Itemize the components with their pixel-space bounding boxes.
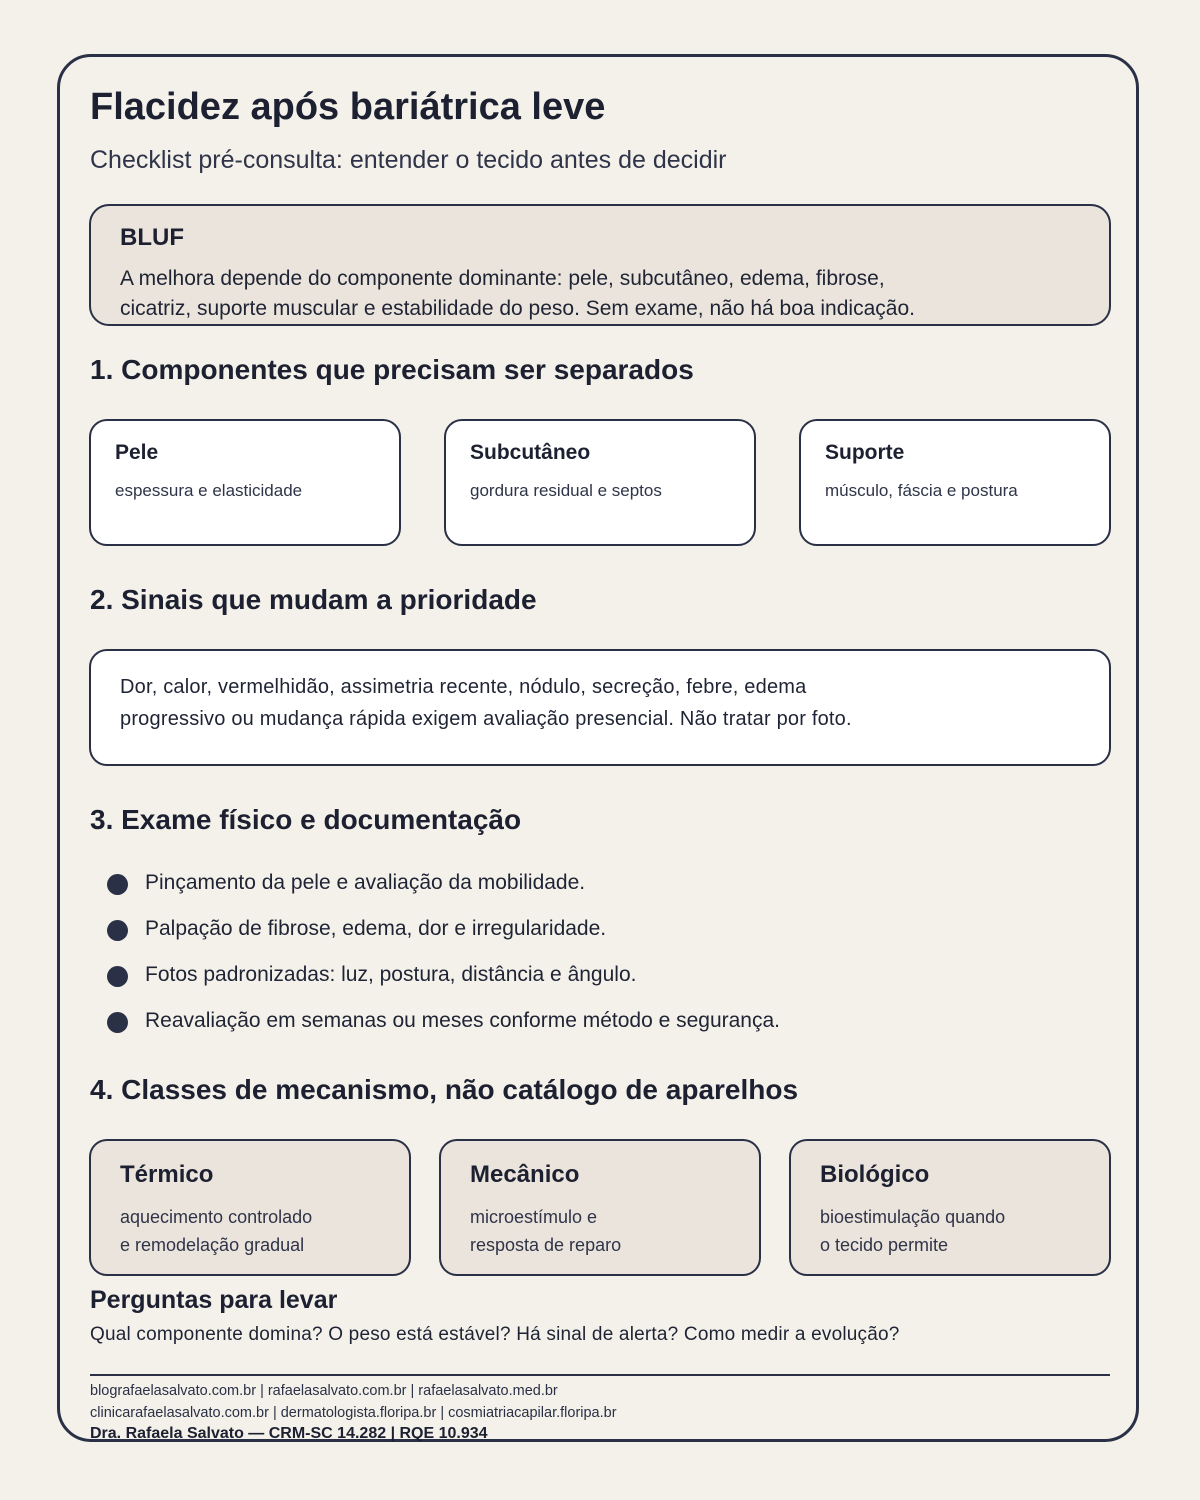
footer-signature: Dra. Rafaela Salvato — CRM-SC 14.282 | RQE 10.934 (90, 1425, 488, 1442)
page-title: Flacidez após bariátrica leve (90, 86, 606, 128)
card-description-line: resposta de reparo (470, 1235, 622, 1255)
footer-divider (90, 1374, 1110, 1376)
section-1-heading: 1. Componentes que precisam ser separados (90, 354, 694, 385)
bullet-icon (107, 920, 128, 941)
footer-links-line-2: clinicarafaelasalvato.com.br | dermatologista.floripa.br | cosmiatriacapilar.floripa.br (90, 1405, 617, 1421)
card-description-line: o tecido permite (820, 1235, 949, 1255)
section-2-heading: 2. Sinais que mudam a prioridade (90, 584, 537, 615)
card-title: Suporte (825, 441, 905, 464)
card-title: Térmico (120, 1161, 214, 1188)
card-description-line: e remodelação gradual (120, 1235, 305, 1255)
bullet-icon (107, 874, 128, 895)
warning-signs-box (89, 649, 1111, 766)
bluf-box (89, 204, 1111, 326)
component-card-suporte (799, 419, 1111, 546)
card-description-line: bioestimulação quando (820, 1207, 1006, 1227)
mechanism-card-biologico (789, 1139, 1111, 1276)
questions-heading: Perguntas para levar (90, 1286, 338, 1314)
list-item-text: Fotos padronizadas: luz, postura, distância e ângulo. (145, 963, 637, 986)
card-description (470, 1203, 621, 1259)
component-card-pele (89, 419, 401, 546)
warning-signs-text (120, 671, 852, 735)
card-description (820, 1203, 1005, 1259)
questions-text: Qual componente domina? O peso está estável? Há sinal de alerta? Como medir a evolução? (90, 1324, 900, 1345)
list-item-text: Palpação de fibrose, edema, dor e irregularidade. (145, 917, 607, 940)
card-description-line: microestímulo e (470, 1207, 598, 1227)
warning-line-1: Dor, calor, vermelhidão, assimetria recente, nódulo, secreção, febre, edema (120, 676, 807, 698)
section-4-heading: 4. Classes de mecanismo, não catálogo de aparelhos (90, 1074, 799, 1105)
mechanism-card-mecanico (439, 1139, 761, 1276)
page-subtitle: Checklist pré-consulta: entender o tecido antes de decidir (90, 146, 727, 174)
bullet-icon (107, 966, 128, 987)
card-title: Biológico (820, 1161, 930, 1188)
card-description: gordura residual e septos (470, 481, 662, 500)
warning-line-2: progressivo ou mudança rápida exigem avaliação presencial. Não tratar por foto. (120, 708, 852, 730)
component-card-subcutaneo (444, 419, 756, 546)
bullet-icon (107, 1012, 128, 1033)
card-description: espessura e elasticidade (115, 481, 303, 500)
bluf-label: BLUF (120, 224, 184, 251)
card-title: Pele (115, 441, 159, 464)
card-description (120, 1203, 312, 1259)
bluf-line-1: A melhora depende do componente dominante: pele, subcutâneo, edema, fibrose, (120, 267, 885, 290)
footer-links-line-1: blografaelasalvato.com.br | rafaelasalvato.com.br | rafaelasalvato.med.br (90, 1383, 558, 1399)
list-item-text: Pinçamento da pele e avaliação da mobilidade. (145, 871, 586, 894)
card-description-line: aquecimento controlado (120, 1207, 313, 1227)
card-title: Subcutâneo (470, 441, 591, 464)
bluf-text (120, 264, 915, 324)
mechanism-card-termico (89, 1139, 411, 1276)
card-description: músculo, fáscia e postura (825, 481, 1018, 500)
list-item-text: Reavaliação em semanas ou meses conforme método e segurança. (145, 1009, 781, 1032)
section-3-heading: 3. Exame físico e documentação (90, 804, 522, 835)
card-title: Mecânico (470, 1161, 580, 1188)
bluf-line-2: cicatriz, suporte muscular e estabilidade do peso. Sem exame, não há boa indicação. (120, 297, 915, 320)
